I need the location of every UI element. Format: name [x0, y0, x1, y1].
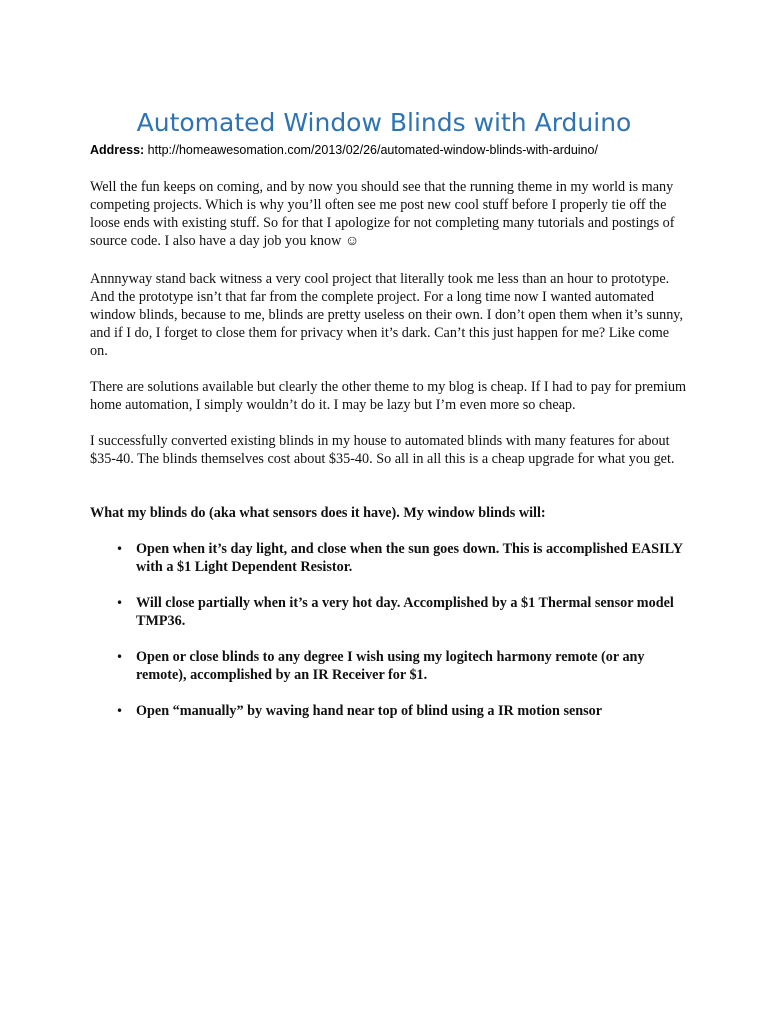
- list-item: [90, 702, 690, 720]
- bullet-icon: •: [116, 542, 124, 556]
- features-list: [90, 540, 690, 738]
- address-url[interactable]: http://homeawesomation.com/2013/02/26/automated-window-blinds-with-arduino/: [147, 143, 598, 157]
- list-item: [90, 540, 690, 576]
- list-item: [90, 648, 690, 684]
- project-paragraph: Annnyway stand back witness a very cool project that literally took me less than an hour to prototype. And the prototype isn’t that far from the complete project. For a long time now I wanted automated window blinds, because to me, blinds are pretty useless on their own. I don’t open them when it’s sunny, and if I do, I forget to close them for privacy when it’s dark. Can’t this just happen for me? Like come on.: [90, 271, 684, 359]
- address-label: Address:: [90, 143, 145, 157]
- source-address: [90, 141, 730, 159]
- document-title: Automated Window Blinds with Arduino: [136, 108, 632, 137]
- feature-text: Will close partially when it’s a very hot day. Accomplished by a $1 Thermal sensor model TMP36.: [136, 595, 674, 629]
- feature-text: Open “manually” by waving hand near top of blind using a IR motion sensor: [136, 703, 603, 719]
- cost-theme-paragraph: There are solutions available but clearly the other theme to my blog is cheap. If I had to pay for premium home automation, I simply wouldn’t do it. I may be lazy but I’m even more so cheap.: [90, 379, 687, 413]
- feature-text: Open or close blinds to any degree I wish using my logitech harmony remote (or any remote), accomplished by an IR Receiver for $1.: [136, 649, 645, 683]
- conversion-paragraph: I successfully converted existing blinds in my house to automated blinds with many features for about $35-40. The blinds themselves cost about $35-40. So all in all this is a cheap upgrade for what you get.: [90, 433, 675, 467]
- feature-text: Open when it’s day light, and close when the sun goes down. This is accomplished EASILY with a $1 Light Dependent Resistor.: [136, 541, 683, 575]
- bullet-icon: •: [116, 596, 124, 610]
- intro-paragraph: Well the fun keeps on coming, and by now you should see that the running theme in my world is many competing projects. Which is why you’ll often see me post new cool stuff before I properly tie off the loose ends with existing stuff. So for that I apologize for not completing many tutorials and postings of source code. I also have a day job you know ☺: [90, 179, 675, 249]
- bullet-icon: •: [116, 704, 124, 718]
- features-intro: What my blinds do (aka what sensors does it have). My window blinds will:: [90, 505, 546, 521]
- list-item: [90, 594, 690, 630]
- bullet-icon: •: [116, 650, 124, 664]
